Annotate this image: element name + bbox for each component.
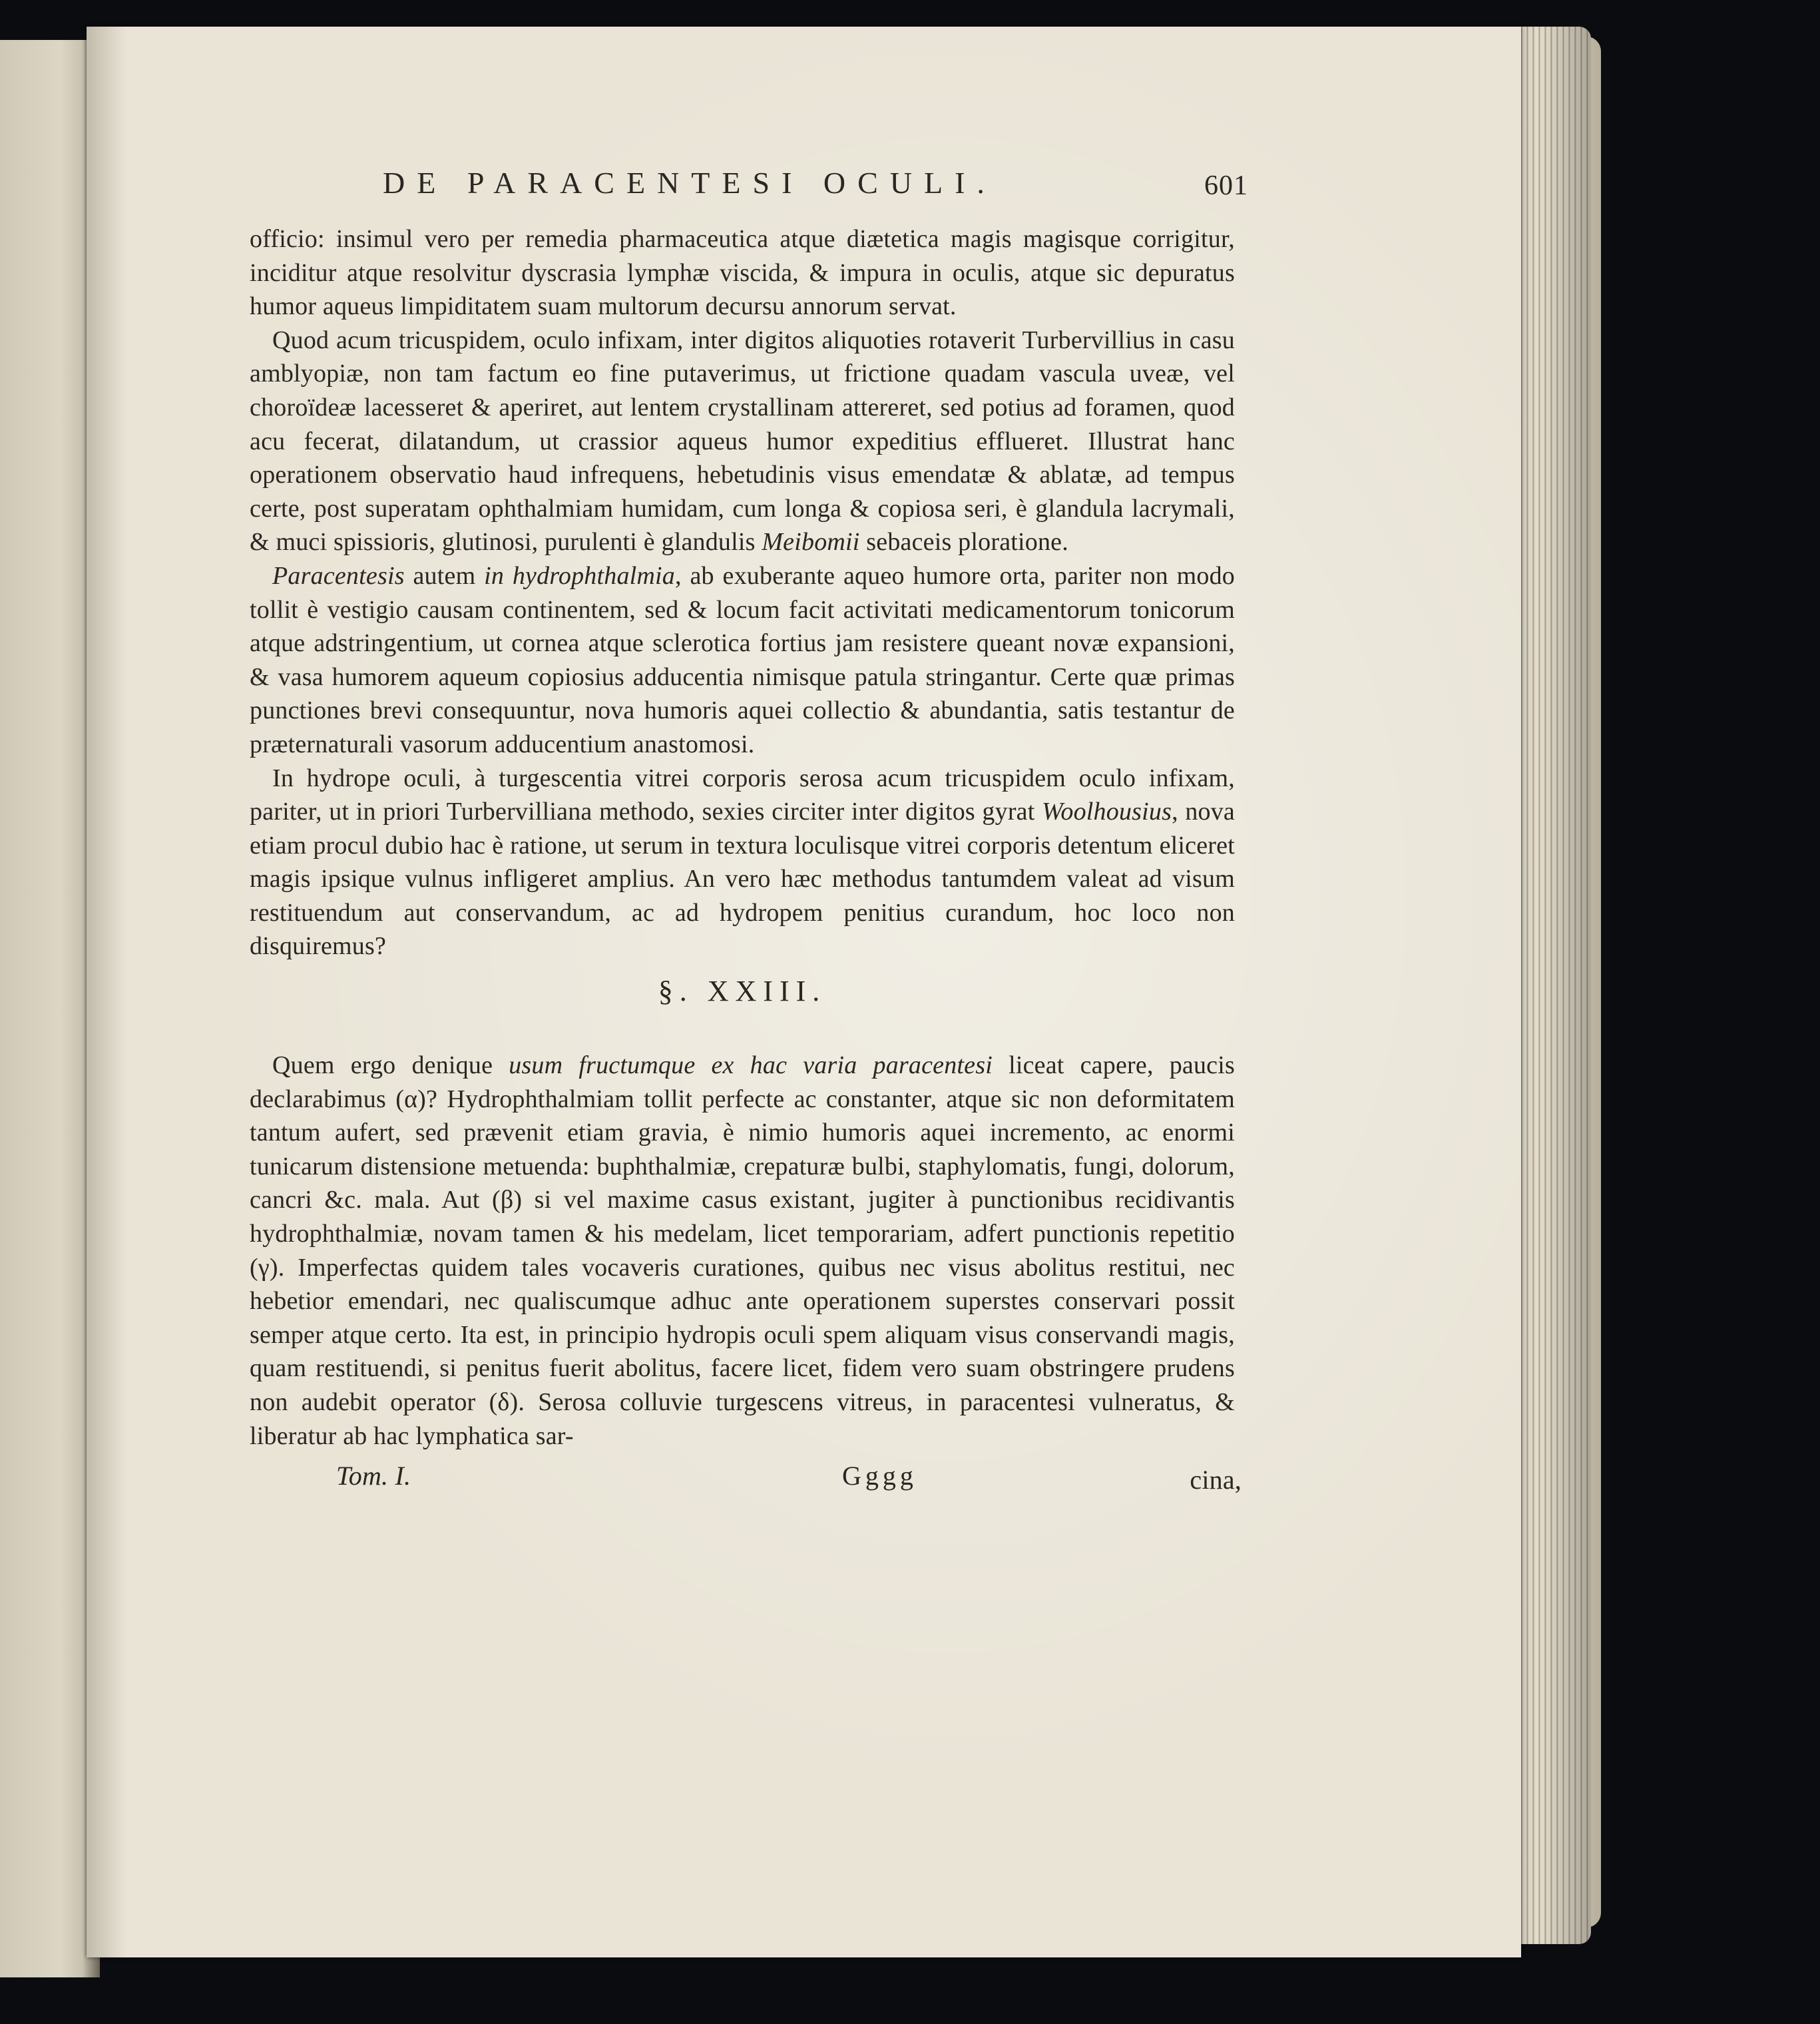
italic-text: in hydrophthalmia [484,561,676,590]
italic-text: Meibomii [762,528,860,557]
italic-text: Woolhousius [1042,798,1172,826]
paragraph [250,559,1235,762]
paragraph [250,222,1235,324]
page-number: 601 [1204,170,1248,201]
left-page-edge [0,40,100,1977]
signature-mark: Gggg [842,1461,917,1491]
text-block [250,166,1248,1499]
text-segment: officio: insimul vero per remedia pharmaceutica atque diætetica magis magisque corrigitur, inciditur atque resolvitur dyscrasia lymphæ viscida, & impura in oculis, atque sic depuratus humor aqueus limpiditatem suam multorum decursu annorum servat. [250,225,1235,321]
section-heading: §. XXIII. [658,975,827,1008]
text-segment: Quem ergo denique [272,1051,509,1080]
paragraph [250,1049,1235,1453]
italic-text: usum fructumque ex hac varia paracentesi [509,1051,993,1080]
page-header [250,166,1248,206]
italic-text: Paracentesis [272,561,405,590]
body-text-before-section [250,222,1235,963]
text-segment: liceat capere, paucis declarabimus (α)? Hydrophthalmiam tollit perfecte ac constanter, atque sic non deformitatem tantum aufert, sed prævenit etiam gravia, è nimio humoris aquei incremento, ac enormi tunicarum distensione metuenda: buphthalmiæ, crepaturæ bulbi, staphylomatis, fungi, dolorum, cancri &c. mala. Aut (β) si vel maxime casus existant, jugiter à punctionibus recidivantis hydrophthalmiæ, novam tamen & his medelam, licet temporariam, adfert punctionis repetitio (γ). Imperfectas quidem tales vocaveris curationes, quibus nec visus abolitus restitui, nec hebetior emendari, nec qualiscumque adhuc ante operationem superstes conservari possit semper atque certo. Ita est, in principio hydropis oculi spem aliquam visus conservandi magis, quam restituendi, si penitus fuerit abolitus, facere licet, fidem vero suam obstringere prudens non audebit operator (δ). Serosa colluvie turgescens vitreus, in paracentesi vulneratus, & liberatur ab hac lymphatica sar- [250,1051,1235,1450]
body-text-after-section [250,1049,1235,1453]
text-segment: In hydrope oculi, à turgescentia vitrei corporis serosa acum tricuspidem oculo infixam, pariter, ut in priori Turbervilliana methodo, sexies circiter inter digitos gyrat [250,764,1235,826]
paragraph [250,762,1235,964]
catchword: cina, [1190,1465,1242,1495]
running-title: DE PARACENTESI OCULI. [383,166,997,200]
text-segment: sebaceis ploratione. [859,528,1068,557]
text-segment: Quod acum tricuspidem, oculo infixam, inter digitos aliquoties rotaverit Turbervillius in casu amblyopiæ, non tam factum eo fine putaverimus, ut frictione quadam vascula uveæ, vel choroïdeæ lacesseret & aperiret, aut lentem crystallinam attereret, sed potius ad foramen, quod acu fecerat, dilatandum, ut crassior aqueus humor expeditius efflueret. Illustrat hanc operationem observatio haud infrequens, hebetudinis visus emendatæ & ablatæ, ad tempus certe, post superatam ophthalmiam humidam, cum longa & copiosa seri, è glandula lacrymali, & muci spissioris, glutinosi, purulenti è glandulis [250,326,1235,557]
book-page [87,27,1521,1957]
paragraph [250,324,1235,559]
text-segment: , ab exuberante aqueo humore orta, pariter non modo tollit è vestigio causam continentem, sed & locum facit activitati medicamentorum tonicorum atque adstringentium, ut cornea atque sclerotica fortius jam resistere queant novæ expansioni, & vasa humorem aqueum copiosius adducentia nimisque patula stringantur. Certe quæ primas punctiones brevi consequuntur, nova humoris aquei collectio & abundantia, satis testantur de præternaturali vasorum adducentium anastomosi. [250,561,1235,758]
text-segment: , nova etiam procul dubio hac è ratione, ut serum in textura loculisque vitrei corporis detentum eliceret magis ipsique vulnus infligeret amplius. An vero hæc methodus tantumdem valeat ad visum restituendum aut conservandum, ac ad hydropem penitius curandum, hoc loco non disquiremus? [250,798,1235,961]
volume-mark: Tom. I. [336,1461,411,1491]
page-footer [250,1459,1242,1499]
text-segment: autem [404,561,485,590]
